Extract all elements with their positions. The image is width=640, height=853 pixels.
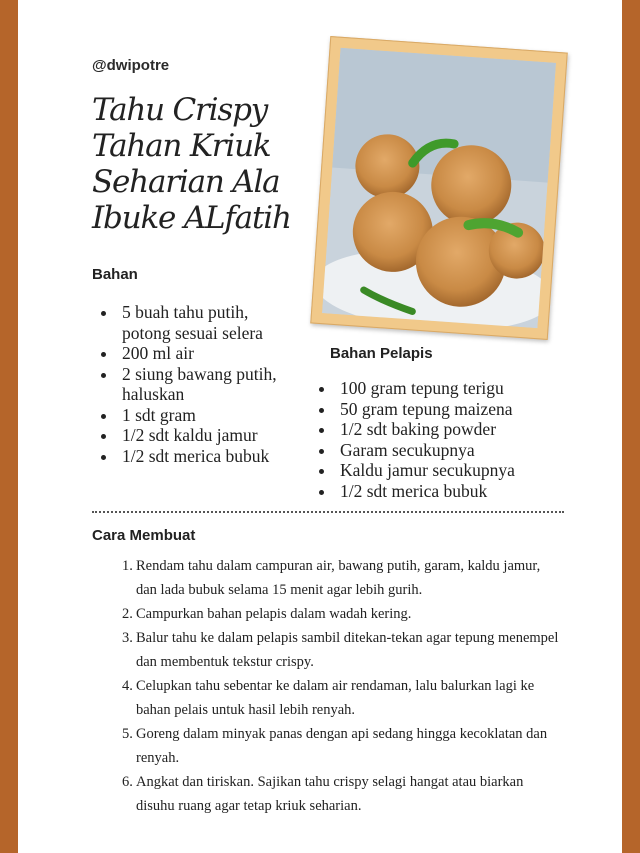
step-item (92, 674, 562, 722)
recipe-card (18, 0, 622, 853)
list-item: 50 gram tepung maizena (310, 399, 590, 420)
step-number: 2. (122, 606, 133, 622)
step-item (92, 770, 562, 818)
bahan-list (92, 302, 298, 466)
bahan-heading: Bahan (92, 266, 138, 283)
recipe-title (92, 92, 332, 236)
steps-list (92, 554, 562, 818)
title-line: Tahan Kriuk (92, 128, 271, 164)
list-item: Garam secukupnya (310, 440, 590, 461)
step-number: 1. (122, 558, 133, 574)
bahan-pelapis-list (310, 378, 590, 501)
step-text: Goreng dalam minyak panas dengan api sedang hingga kecoklatan dan renyah. (136, 726, 548, 766)
step-text: Campurkan bahan pelapis dalam wadah kering. (136, 606, 412, 622)
title-line: Tahu Crispy (92, 92, 268, 128)
step-text: Angkat dan tiriskan. Sajikan tahu crispy selagi hangat atau biarkan disuhu ruang agar tetap kriuk seharian. (136, 774, 524, 814)
bahan-pelapis-heading: Bahan Pelapis (330, 345, 433, 362)
step-number: 5. (122, 726, 133, 742)
step-number: 4. (122, 678, 133, 694)
cara-heading: Cara Membuat (92, 527, 196, 544)
author-handle: @dwipotre (92, 57, 170, 74)
step-item (92, 602, 562, 626)
list-item: 5 buah tahu putih, potong sesuai selera (92, 302, 298, 343)
step-number: 6. (122, 774, 133, 790)
list-item: 1/2 sdt kaldu jamur (92, 425, 298, 446)
list-item: 2 siung bawang putih, haluskan (92, 364, 298, 405)
step-item (92, 626, 562, 674)
title-line: Ibuke ALfatih (92, 200, 291, 236)
step-item (92, 722, 562, 770)
list-item: 100 gram tepung terigu (310, 378, 590, 399)
list-item: 1 sdt gram (92, 405, 298, 426)
step-text: Celupkan tahu sebentar ke dalam air rendaman, lalu balurkan lagi ke bahan pelais untuk hasil lebih renyah. (136, 678, 535, 718)
step-text: Rendam tahu dalam campuran air, bawang putih, garam, kaldu jamur, dan lada bubuk selama 15 menit agar lebih gurih. (136, 558, 541, 598)
list-item: 1/2 sdt baking powder (310, 419, 590, 440)
step-item (92, 554, 562, 602)
section-divider (92, 511, 564, 513)
step-text: Balur tahu ke dalam pelapis sambil ditekan-tekan agar tepung menempel dan membentuk tekstur crispy. (136, 630, 559, 670)
list-item: 200 ml air (92, 343, 298, 364)
list-item: Kaldu jamur secukupnya (310, 460, 590, 481)
photo-frame (310, 36, 568, 340)
list-item: 1/2 sdt merica bubuk (92, 446, 298, 467)
step-number: 3. (122, 630, 133, 646)
title-line: Seharian Ala (92, 164, 280, 200)
list-item: 1/2 sdt merica bubuk (310, 481, 590, 502)
fried-tofu-photo-icon (322, 48, 556, 328)
